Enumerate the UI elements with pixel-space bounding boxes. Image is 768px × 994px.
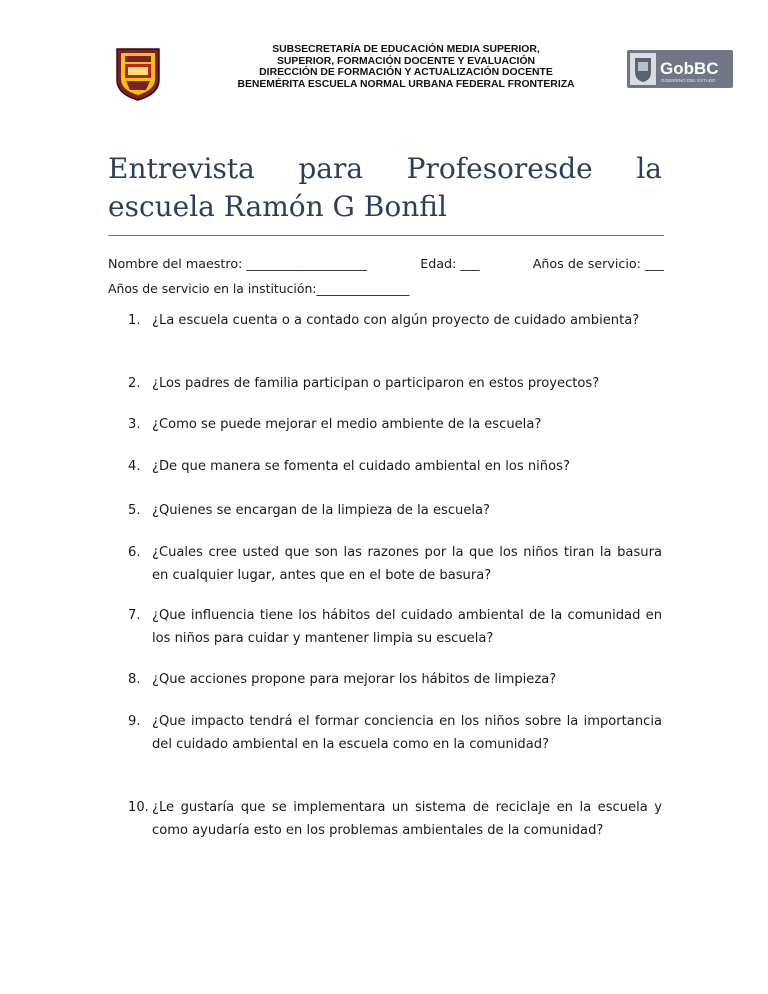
page-title (108, 150, 662, 226)
question-item (128, 604, 662, 650)
question-item (128, 499, 662, 522)
question-item (128, 668, 662, 691)
question-number: 3. (128, 417, 141, 432)
question-text: ¿Quienes se encargan de la limpieza de la escuela? (152, 503, 490, 518)
gobbc-logo-subtext: GOBIERNO DEL ESTADO (661, 78, 716, 83)
header-line: SUPERIOR, FORMACIÓN DOCENTE Y EVALUACIÓN (276, 55, 536, 67)
header-line: SUBSECRETARÍA DE EDUCACIÓN MEDIA SUPERIOR, (272, 44, 540, 55)
question-item (128, 455, 662, 478)
gobbc-logo (627, 50, 733, 88)
title-word: la (636, 152, 662, 185)
question-text: ¿Que acciones propone para mejorar los hábitos de limpieza? (152, 672, 557, 687)
question-number: 2. (128, 376, 141, 391)
question-number: 8. (128, 672, 141, 687)
question-text: ¿Le gustaría que se implementara un sistema de reciclaje en la escuela y como ayudaría esto en los problemas ambientales de la comunidad? (152, 800, 662, 838)
question-number: 7. (128, 608, 141, 623)
question-number: 10. (128, 800, 149, 815)
question-item (128, 796, 662, 842)
question-text: ¿Como se puede mejorar el medio ambiente de la escuela? (152, 417, 542, 432)
question-item (128, 413, 662, 436)
gobbc-logo-text: GobBC (660, 59, 719, 78)
title-word: para (298, 152, 364, 185)
institution-header (196, 44, 616, 90)
question-item (128, 372, 662, 395)
years-institution-field: Años de servicio en la institución:_______________ (108, 281, 410, 296)
title-word: Profesoresde (406, 152, 593, 185)
question-number: 5. (128, 503, 141, 518)
question-number: 1. (128, 313, 141, 328)
title-line-2: escuela Ramón G Bonfil (108, 190, 447, 223)
question-text: ¿Los padres de familia participan o participaron en estos proyectos? (152, 376, 600, 391)
question-number: 6. (128, 545, 141, 560)
question-number: 4. (128, 459, 141, 474)
title-divider (108, 235, 664, 236)
header-line: DIRECCIÓN DE FORMACIÓN Y ACTUALIZACIÓN DOCENTE (259, 67, 553, 78)
question-text: ¿De que manera se fomenta el cuidado ambiental en los niños? (152, 459, 570, 474)
header-line: BENEMÉRITA ESCUELA NORMAL URBANA FEDERAL FRONTERIZA (237, 78, 575, 90)
question-text: ¿Que impacto tendrá el formar conciencia en los niños sobre la importancia del cuidado ambiental en la escuela como en la comunidad? (152, 714, 662, 752)
question-text: ¿La escuela cuenta o a contado con algún proyecto de cuidado ambienta? (152, 313, 640, 328)
teacher-name-field: Nombre del maestro: ___________________ (108, 256, 367, 271)
question-text: ¿Que influencia tiene los hábitos del cuidado ambiental de la comunidad en los niños para cuidar y mantener limpia su escuela? (152, 608, 662, 646)
title-word: Entrevista (108, 152, 255, 185)
school-shield-logo (114, 46, 162, 102)
years-service-field: Años de servicio: ___ (532, 256, 664, 271)
question-number: 9. (128, 714, 141, 729)
question-item (128, 309, 662, 332)
teacher-info-row (108, 256, 664, 271)
question-text: ¿Cuales cree usted que son las razones por la que los niños tiran la basura en cualquier lugar, antes que en el bote de basura? (152, 545, 662, 583)
age-field: Edad: ___ (420, 256, 480, 271)
question-item (128, 710, 662, 756)
question-item (128, 541, 662, 587)
